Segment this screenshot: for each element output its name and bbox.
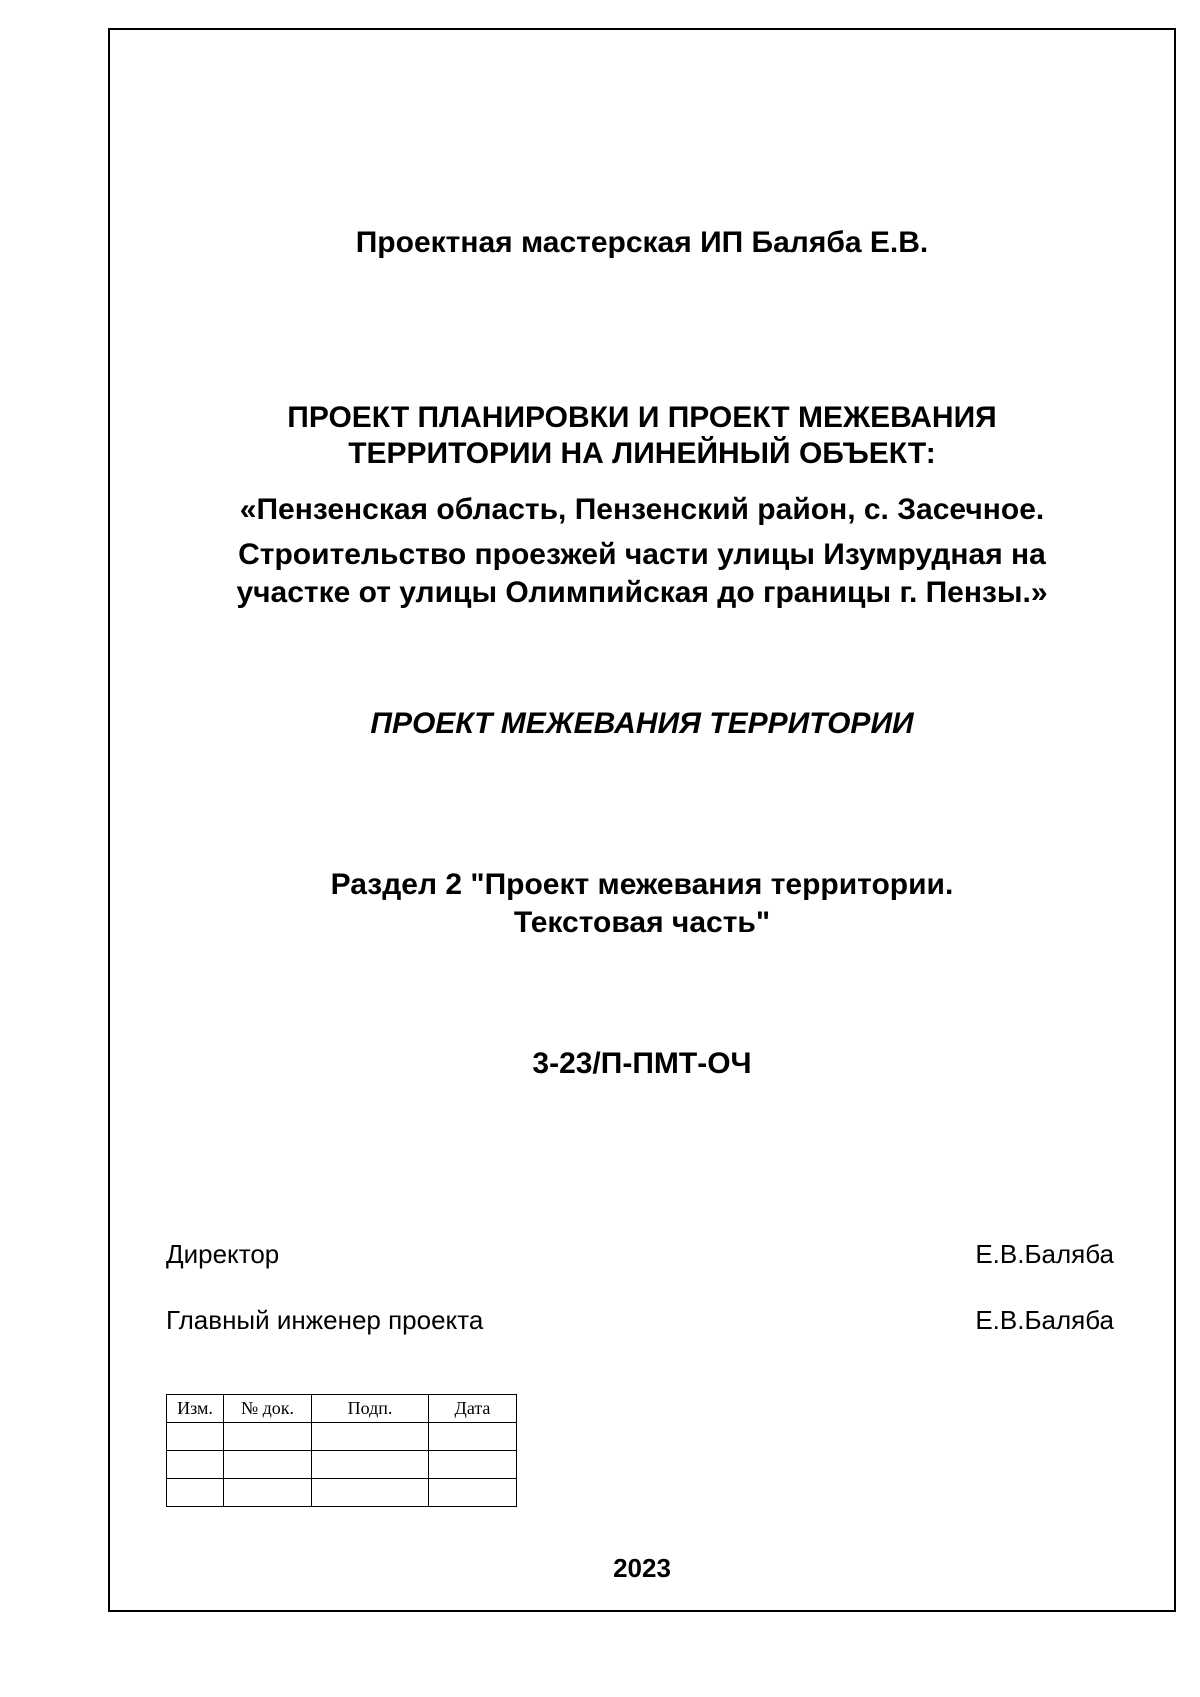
- revision-header-signature: Подп.: [312, 1395, 429, 1423]
- revision-header-date: Дата: [429, 1395, 517, 1423]
- table-cell: [312, 1451, 429, 1479]
- section-title: [108, 866, 1176, 942]
- table-row: [167, 1451, 517, 1479]
- signature-name: Е.В.Баляба: [975, 1305, 1114, 1335]
- table-cell: [224, 1451, 312, 1479]
- signature-role: Главный инженер проекта: [166, 1305, 484, 1335]
- object-name-line-3: участке от улицы Олимпийская до границы г. Пензы.»: [236, 576, 1048, 609]
- project-title-line-2: ТЕРРИТОРИИ НА ЛИНЕЙНЫЙ ОБЪЕКТ:: [348, 437, 936, 470]
- revision-header-change: Изм.: [167, 1395, 224, 1423]
- page-border-frame: [108, 28, 1176, 1612]
- revision-table-header-row: [167, 1395, 517, 1423]
- table-cell: [224, 1479, 312, 1507]
- object-name-line-1: «Пензенская область, Пензенский район, с. Засечное.: [239, 493, 1045, 526]
- table-cell: [167, 1451, 224, 1479]
- revision-header-doc-number: № док.: [224, 1395, 312, 1423]
- table-row: [167, 1423, 517, 1451]
- document-type: ПРОЕКТ МЕЖЕВАНИЯ ТЕРРИТОРИИ: [370, 707, 914, 740]
- section-title-line-2: Текстовая часть": [513, 906, 771, 939]
- project-title: [108, 400, 1176, 472]
- document-year: 2023: [613, 1553, 671, 1583]
- table-cell: [224, 1423, 312, 1451]
- signature-role: Директор: [166, 1239, 280, 1269]
- table-cell: [167, 1423, 224, 1451]
- object-name: [108, 484, 1176, 612]
- document-code: 3-23/П-ПМТ-ОЧ: [532, 1047, 752, 1080]
- signature-name: Е.В.Баляба: [975, 1239, 1114, 1269]
- section-title-line-1: Раздел 2 "Проект межевания территории.: [330, 868, 954, 901]
- table-cell: [312, 1479, 429, 1507]
- table-cell: [167, 1479, 224, 1507]
- table-cell: [429, 1451, 517, 1479]
- organization-name: Проектная мастерская ИП Баляба Е.В.: [355, 226, 929, 259]
- project-title-line-1: ПРОЕКТ ПЛАНИРОВКИ И ПРОЕКТ МЕЖЕВАНИЯ: [287, 401, 997, 434]
- table-cell: [312, 1423, 429, 1451]
- table-row: [167, 1479, 517, 1507]
- revision-table: [166, 1394, 517, 1507]
- table-cell: [429, 1423, 517, 1451]
- table-cell: [429, 1479, 517, 1507]
- object-name-line-2: Строительство проезжей части улицы Изумрудная на: [238, 538, 1046, 571]
